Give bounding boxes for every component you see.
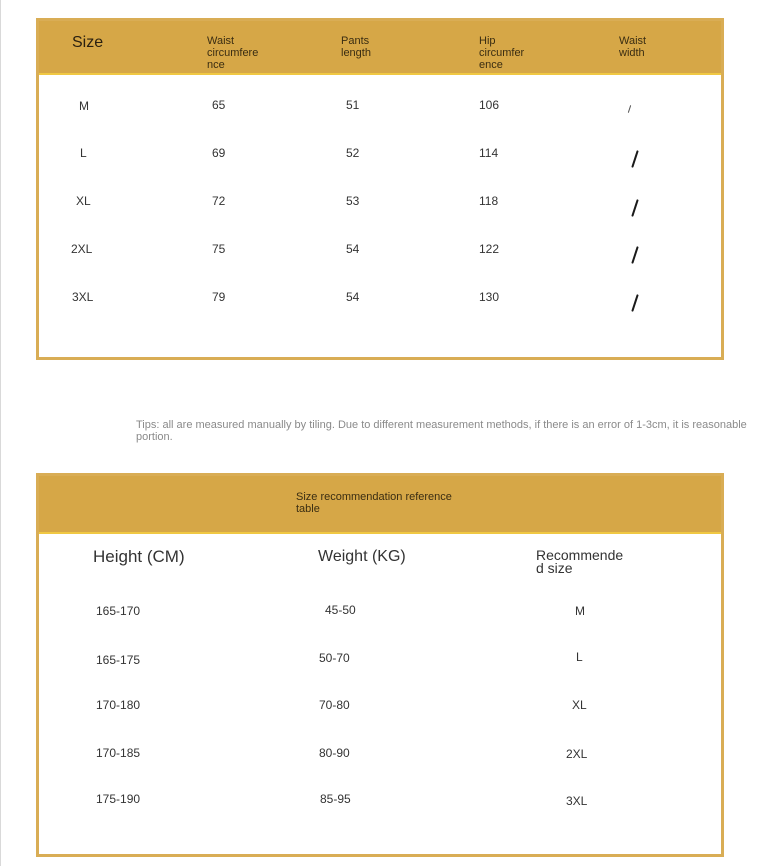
row-pants: 51 — [346, 98, 360, 112]
row-waist: 69 — [212, 146, 226, 160]
row-height: 165-175 — [96, 653, 141, 667]
header-hip-circumference: Hip circumfer ence — [479, 35, 525, 71]
column-height: Height (CM) — [93, 547, 185, 566]
row-size: 2XL — [71, 242, 93, 256]
row-pants: 54 — [346, 242, 360, 256]
row-pants: 54 — [346, 290, 360, 304]
row-weight: 45-50 — [325, 603, 356, 617]
row-hip: 118 — [479, 194, 499, 208]
row-hip: 106 — [479, 98, 500, 112]
column-recommended-size: Recommende d size — [536, 547, 624, 576]
row-pants: 52 — [346, 146, 360, 160]
row-waist: 72 — [212, 194, 226, 208]
row-size: XL — [76, 194, 91, 208]
waist-width-slash — [631, 246, 638, 264]
page-left-rule — [0, 0, 1, 866]
measurement-tips: Tips: all are measured manually by tiling. Due to different measurement methods, if there is an error of 1-3cm, it is reasonable portion. — [136, 419, 747, 443]
row-recommended-size: L — [576, 650, 583, 664]
row-size: 3XL — [72, 290, 94, 304]
row-height: 170-185 — [96, 746, 141, 760]
row-height: 170-180 — [96, 698, 141, 712]
waist-width-slash — [631, 150, 638, 168]
row-size: M — [79, 99, 89, 113]
row-hip: 130 — [479, 290, 500, 304]
size-chart-table — [36, 18, 724, 360]
size-chart-header — [39, 21, 721, 75]
size-recommendation-table — [36, 473, 724, 857]
recommendation-header — [39, 476, 721, 534]
header-waist-circumference: Waist circumfere nce — [207, 35, 259, 71]
header-waist-width: Waist width — [619, 35, 647, 59]
row-hip: 114 — [479, 146, 499, 160]
row-recommended-size: 3XL — [566, 794, 588, 808]
row-weight: 85-95 — [320, 792, 351, 806]
row-waist: 79 — [212, 290, 226, 304]
waist-width-slash — [628, 105, 631, 113]
row-height: 165-170 — [96, 604, 141, 618]
row-height: 175-190 — [96, 792, 141, 806]
row-hip: 122 — [479, 242, 500, 256]
row-waist: 75 — [212, 242, 226, 256]
recommendation-title: Size recommendation reference table — [296, 491, 452, 515]
row-pants: 53 — [346, 194, 360, 208]
row-waist: 65 — [212, 98, 226, 112]
row-recommended-size: XL — [572, 698, 587, 712]
row-recommended-size: 2XL — [566, 747, 588, 761]
row-weight: 50-70 — [319, 651, 350, 665]
header-size: Size — [72, 34, 104, 51]
row-weight: 80-90 — [319, 746, 350, 760]
row-size: L — [80, 146, 87, 160]
header-pants-length: Pants length — [341, 35, 371, 59]
row-weight: 70-80 — [319, 698, 350, 712]
waist-width-slash — [631, 294, 638, 312]
waist-width-slash — [631, 199, 638, 217]
row-recommended-size: M — [575, 604, 585, 618]
column-weight: Weight (KG) — [318, 548, 406, 565]
